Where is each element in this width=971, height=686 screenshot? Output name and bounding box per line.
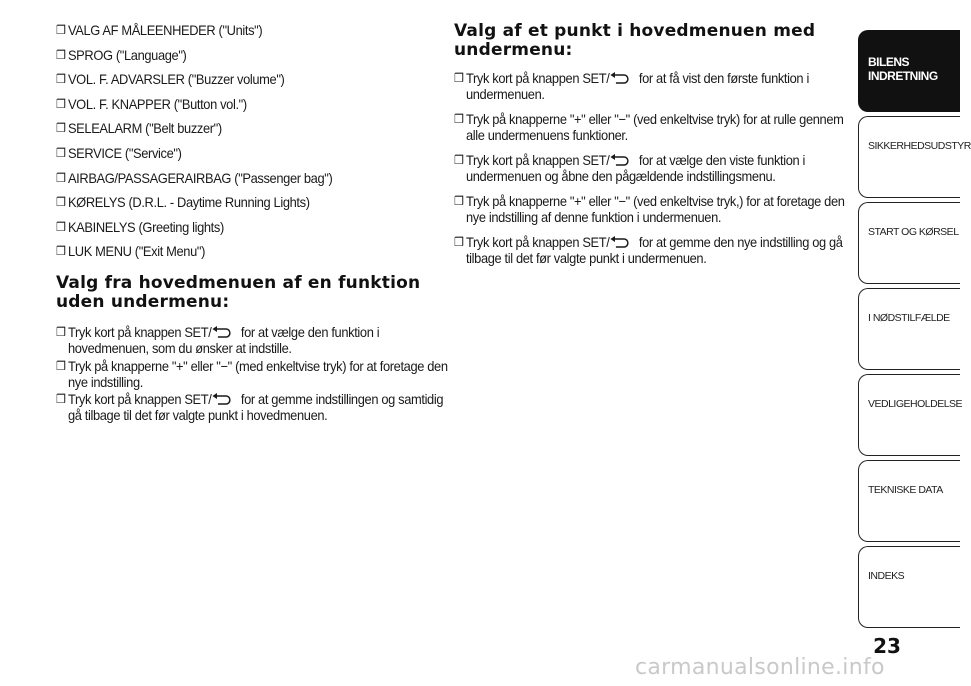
- list-item: [56, 22, 455, 47]
- right-column: [454, 22, 846, 275]
- list-item: [56, 145, 455, 170]
- settings-menu-list: [56, 22, 446, 268]
- list-item: [56, 96, 455, 121]
- list-item: [454, 234, 855, 266]
- instruction-step: [454, 70, 846, 102]
- list-item: [454, 152, 855, 184]
- step-text: for at vælge den funktion i hovedmenuen, som du ønsker at indstille.: [67, 323, 380, 356]
- list-item-text: AIRBAG/PASSAGERAIRBAG ("Passenger bag"): [67, 169, 333, 186]
- list-item: [454, 193, 855, 225]
- tab-label: BILENS: [868, 55, 910, 69]
- list-item: [56, 243, 455, 268]
- checkbox-bullet-icon: ❒: [454, 112, 464, 126]
- step-text: for at få vist den første funktion i undermenuen.: [465, 70, 809, 102]
- instruction-step: [454, 152, 846, 184]
- tab-bilens-indretning[interactable]: [858, 30, 960, 112]
- tab-start-og-korsel[interactable]: [858, 202, 960, 284]
- checkbox-bullet-icon: ❒: [454, 235, 464, 249]
- step-text: for at vælge den viste funktion i undermenuen og åbne den pågældende indstillingsmenu.: [465, 152, 806, 184]
- list-item-text: VOL. F. ADVARSLER ("Buzzer volume"): [67, 71, 285, 88]
- list-item-text: KABINELYS (Greeting lights): [67, 218, 224, 235]
- instruction-step: [454, 111, 846, 143]
- step-text: for at gemme indstillingen og samtidig gå tilbage til det før valgte punkt i hovedmenuen.: [67, 391, 444, 424]
- tab-label: VEDLIGEHOLDELSE: [868, 398, 963, 410]
- list-item: [56, 170, 455, 195]
- tab-i-nodstilfaelde[interactable]: [858, 288, 960, 370]
- left-column: [56, 22, 446, 425]
- page-number: 23: [873, 634, 901, 658]
- tab-label: INDRETNING: [868, 69, 938, 83]
- list-item: [56, 71, 455, 96]
- list-item: [454, 70, 855, 102]
- checkbox-bullet-icon: ❒: [56, 195, 66, 210]
- checkbox-bullet-icon: ❒: [56, 170, 66, 185]
- instruction-step: [56, 357, 448, 390]
- list-item-text: KØRELYS (D.R.L. - Daytime Running Lights): [67, 194, 310, 211]
- list-item-text: SELEALARM ("Belt buzzer"): [67, 120, 222, 137]
- instruction-step: [454, 234, 846, 266]
- list-item-text: SERVICE ("Service"): [67, 144, 182, 161]
- list-item-text: VOL. F. KNAPPER ("Button vol."): [67, 95, 247, 112]
- step-text: Tryk kort på knappen SET/: [465, 70, 610, 86]
- checkbox-bullet-icon: ❒: [56, 219, 66, 234]
- checkbox-bullet-icon: ❒: [56, 72, 66, 87]
- step-text: for at gemme den nye indstilling og gå tilbage til det før valgte punkt i undermenuen.: [465, 234, 843, 266]
- watermark: carmanualsonline.info: [635, 655, 885, 680]
- tab-label: START OG KØRSEL: [868, 226, 959, 238]
- return-arrow-icon: [211, 393, 233, 405]
- checkbox-bullet-icon: ❒: [56, 392, 66, 407]
- instruction-step: [56, 323, 446, 356]
- list-item: [56, 120, 455, 145]
- checkbox-bullet-icon: ❒: [56, 324, 66, 339]
- list-item: [56, 323, 455, 356]
- list-item-text: LUK MENU ("Exit Menu"): [67, 243, 205, 260]
- checkbox-bullet-icon: ❒: [56, 358, 66, 373]
- step-text: Tryk kort på knappen SET/: [67, 323, 212, 340]
- tab-indeks[interactable]: [858, 546, 960, 628]
- instruction-step: [56, 391, 446, 424]
- tab-label: SIKKERHEDSUDSTYR: [868, 140, 971, 152]
- tab-label: TEKNISKE DATA: [868, 484, 943, 496]
- step-text: Tryk på knapperne "+" eller "−" (ved enkeltvise tryk) for at rulle gennem alle undermenuens funktioner.: [465, 111, 844, 143]
- tab-label: I NØDSTILFÆLDE: [868, 312, 950, 324]
- step-text: Tryk på knapperne "+" eller "−" (ved enkeltvise tryk,) for at foretage den nye indstilling af denne funktion i undermenuen.: [465, 193, 845, 225]
- checkbox-bullet-icon: ❒: [56, 145, 66, 160]
- step-text: Tryk på knapperne "+" eller "−" (med enkeltvise tryk) for at foretage den nye indstilling.: [67, 357, 448, 390]
- instruction-step: [454, 193, 846, 225]
- checkbox-bullet-icon: ❒: [56, 47, 66, 62]
- return-arrow-icon: [609, 154, 631, 166]
- list-item: [56, 357, 455, 390]
- checkbox-bullet-icon: ❒: [56, 23, 66, 37]
- checkbox-bullet-icon: ❒: [454, 153, 464, 167]
- list-item-text: VALG AF MÅLEENHEDER ("Units"): [67, 22, 263, 38]
- list-item: [56, 47, 455, 72]
- list-item: [56, 194, 455, 219]
- checkbox-bullet-icon: ❒: [454, 71, 464, 85]
- list-item: [454, 111, 855, 143]
- checkbox-bullet-icon: ❒: [454, 194, 464, 208]
- return-arrow-icon: [609, 72, 631, 84]
- list-item: [56, 219, 455, 244]
- list-item: [56, 391, 455, 424]
- tab-sikkerhedsudstyr[interactable]: [858, 116, 971, 198]
- tab-vedligeholdelse[interactable]: [858, 374, 963, 456]
- return-arrow-icon: [211, 326, 233, 338]
- step-text: Tryk kort på knappen SET/: [465, 152, 610, 168]
- list-item-text: SPROG ("Language"): [67, 46, 187, 63]
- checkbox-bullet-icon: ❒: [56, 96, 66, 111]
- section-heading: Valg af et punkt i hovedmenuen med undermenu:: [454, 21, 816, 60]
- step-text: Tryk kort på knappen SET/: [465, 234, 610, 250]
- tab-label: INDEKS: [868, 570, 905, 582]
- checkbox-bullet-icon: ❒: [56, 121, 66, 136]
- step-text: Tryk kort på knappen SET/: [67, 391, 212, 408]
- return-arrow-icon: [609, 236, 631, 248]
- tab-tekniske-data[interactable]: [858, 460, 960, 542]
- section-heading: Valg fra hovedmenuen af en funktion uden undermenu:: [56, 272, 421, 312]
- checkbox-bullet-icon: ❒: [56, 244, 66, 259]
